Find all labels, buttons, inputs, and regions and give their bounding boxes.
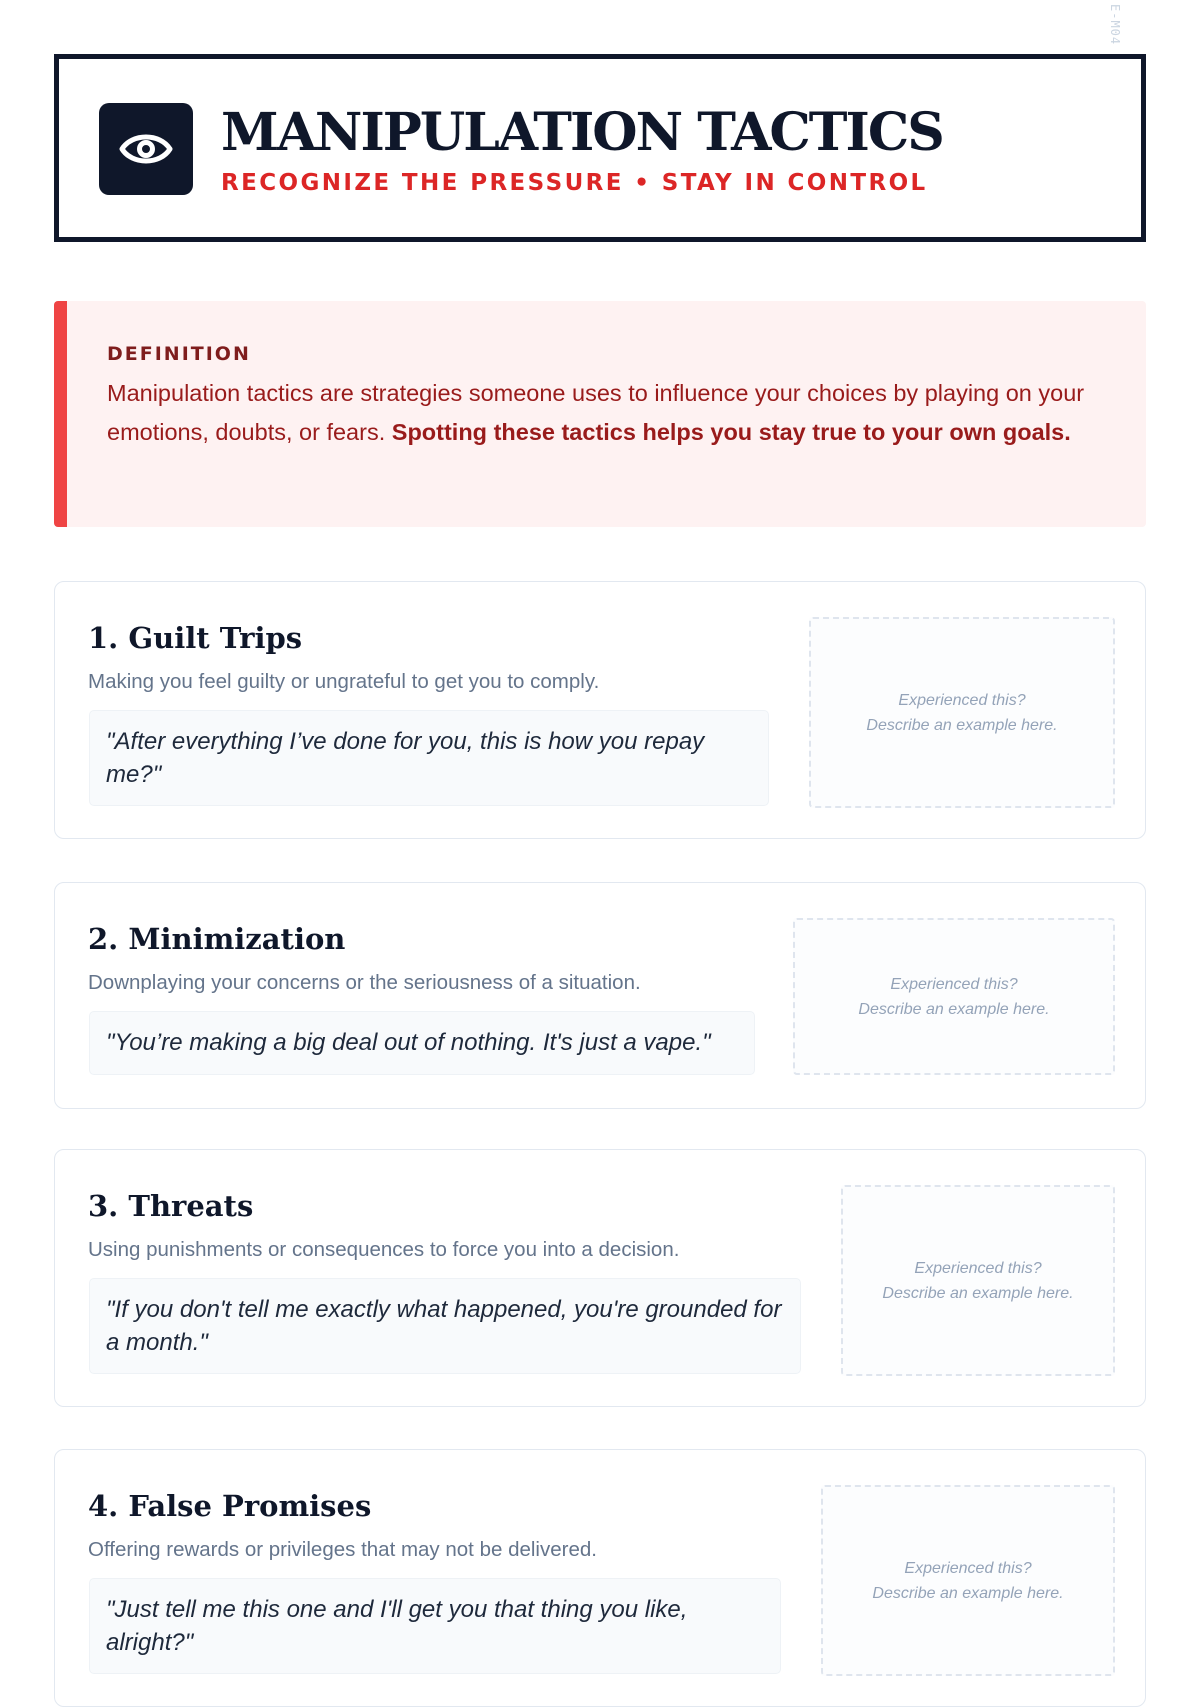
page-subtitle: RECOGNIZE THE PRESSURE • STAY IN CONTROL	[221, 170, 928, 196]
tactic-title: 2. Minimization	[88, 922, 346, 956]
tactic-quote: "If you don't tell me exactly what happened, you're grounded for a month."	[89, 1278, 801, 1374]
definition-body: Manipulation tactics are strategies someone uses to influence your choices by playing on your emotions, doubts, or fears.	[107, 380, 1085, 445]
tactic-description: Using punishments or consequences to force you into a decision.	[88, 1238, 680, 1261]
tactic-description: Making you feel guilty or ungrateful to get you to comply.	[88, 670, 600, 693]
example-entry-box[interactable]	[841, 1185, 1115, 1376]
tactic-title: 4. False Promises	[88, 1489, 372, 1523]
example-prompt-line1: Experienced this?	[898, 691, 1026, 709]
example-entry-box[interactable]	[821, 1485, 1115, 1676]
document-code: E-M04	[1108, 4, 1122, 46]
example-entry-box[interactable]	[793, 918, 1115, 1075]
example-prompt-line2: Describe an example here.	[858, 1000, 1050, 1018]
definition-label: DEFINITION	[107, 343, 251, 365]
tactic-description: Offering rewards or privileges that may not be delivered.	[88, 1538, 597, 1561]
example-prompt-line2: Describe an example here.	[882, 1284, 1074, 1302]
tactic-title: 3. Threats	[88, 1189, 254, 1223]
example-prompt-line1: Experienced this?	[890, 975, 1018, 993]
header-banner	[54, 54, 1146, 242]
example-entry-box[interactable]	[809, 617, 1115, 808]
definition-text	[107, 374, 1107, 451]
tactic-card-guilt-trips	[54, 581, 1146, 839]
example-prompt-line1: Experienced this?	[904, 1559, 1032, 1577]
tactic-card-threats	[54, 1149, 1146, 1407]
tactic-quote: "Just tell me this one and I'll get you that thing you like, alright?"	[89, 1578, 781, 1674]
tactic-card-false-promises	[54, 1449, 1146, 1707]
logo-badge	[99, 103, 193, 195]
example-prompt-line2: Describe an example here.	[872, 1584, 1064, 1602]
eye-icon	[118, 123, 174, 175]
example-prompt-line1: Experienced this?	[914, 1259, 1042, 1277]
tactic-title: 1. Guilt Trips	[88, 621, 303, 655]
example-prompt-line2: Describe an example here.	[866, 716, 1058, 734]
tactic-quote: "You’re making a big deal out of nothing. It's just a vape."	[89, 1011, 755, 1075]
definition-accent-bar	[54, 301, 67, 527]
definition-emphasis: Spotting these tactics helps you stay true to your own goals.	[391, 418, 1071, 445]
definition-callout	[54, 301, 1146, 527]
tactic-quote: "After everything I’ve done for you, this is how you repay me?"	[89, 710, 769, 806]
page-title: MANIPULATION TACTICS	[221, 102, 943, 163]
tactic-card-minimization	[54, 882, 1146, 1109]
tactic-description: Downplaying your concerns or the seriousness of a situation.	[88, 971, 641, 994]
